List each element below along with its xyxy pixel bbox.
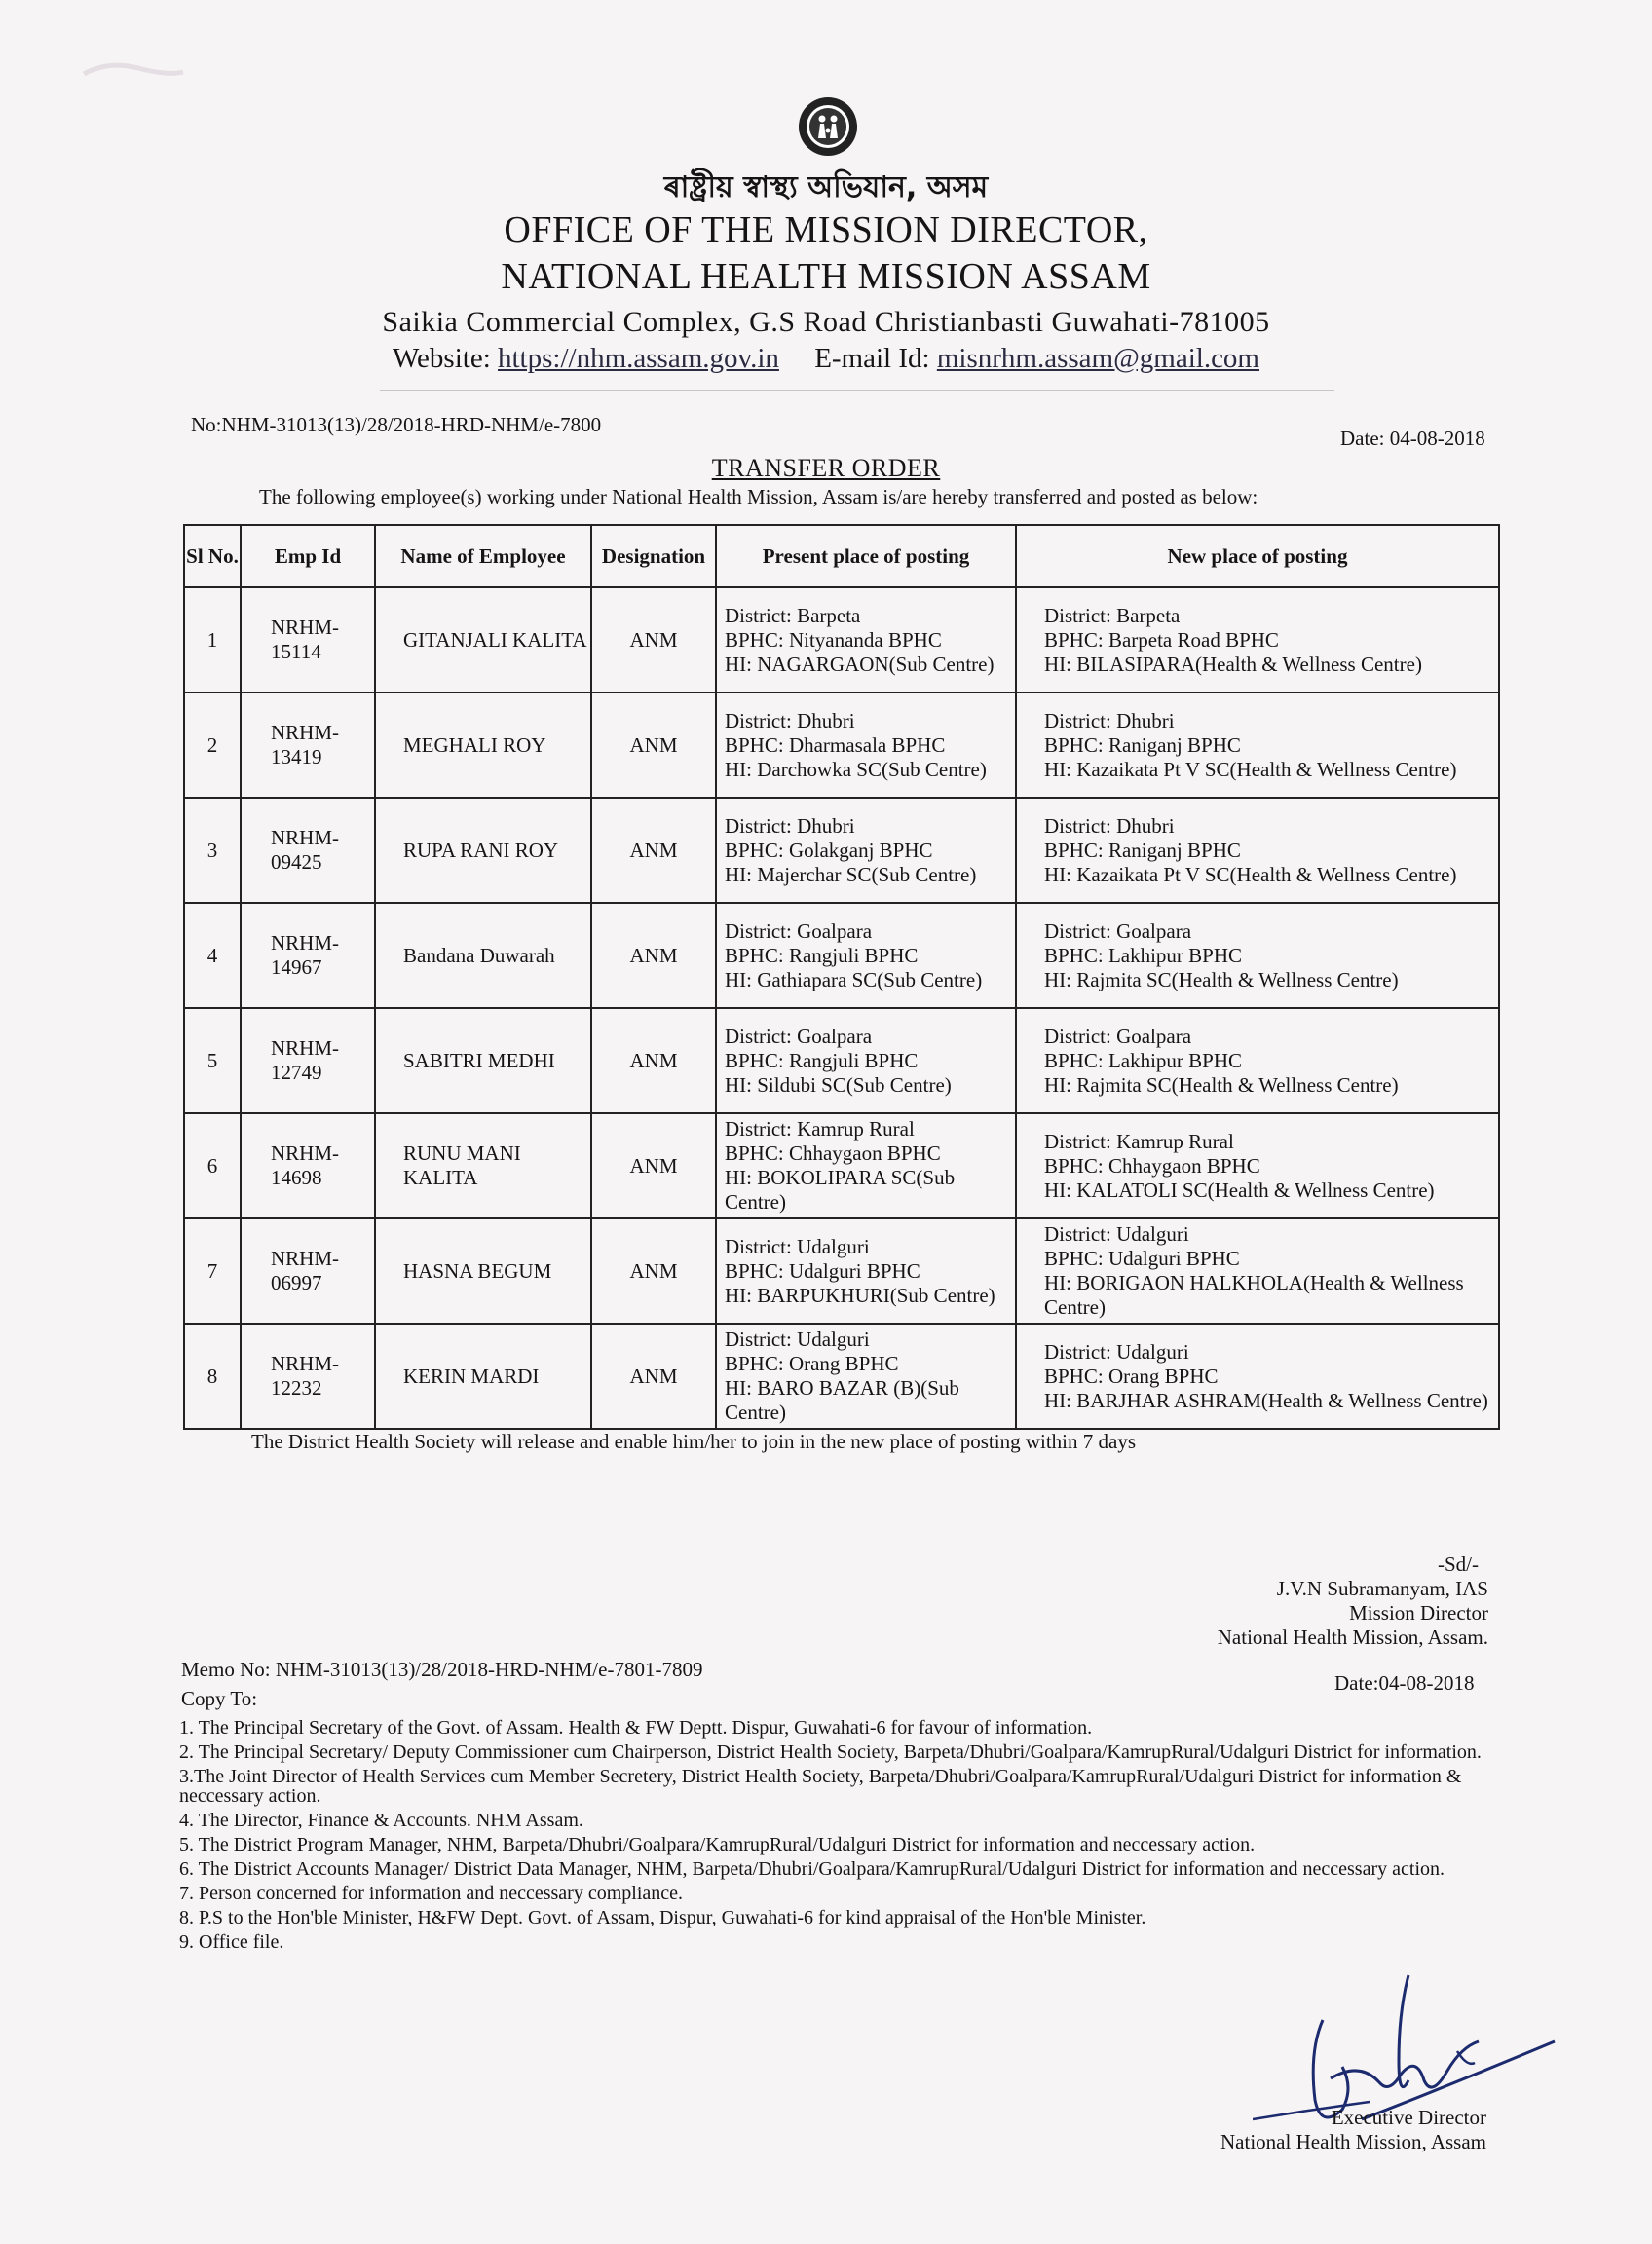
posting-line: HI: Sildubi SC(Sub Centre) bbox=[725, 1072, 952, 1097]
cell-emp-id: NRHM-09425 bbox=[241, 798, 375, 903]
cell-present-posting bbox=[716, 903, 1016, 1008]
posting-line: BPHC: Rangjuli BPHC bbox=[725, 943, 919, 967]
cell-designation: ANM bbox=[591, 903, 716, 1008]
table-header-row bbox=[184, 525, 1499, 587]
col-header-name: Name of Employee bbox=[375, 525, 591, 587]
cell-emp-id: NRHM-15114 bbox=[241, 587, 375, 692]
posting-line: District: Udalguri bbox=[1044, 1339, 1189, 1364]
office-address: Saikia Commercial Complex, G.S Road Christianbasti Guwahati-781005 bbox=[382, 306, 1270, 338]
cell-name: HASNA BEGUM bbox=[375, 1218, 591, 1324]
posting-line: HI: Rajmita SC(Health & Wellness Centre) bbox=[1044, 1072, 1399, 1097]
posting-line: HI: KALATOLI SC(Health & Wellness Centre) bbox=[1044, 1178, 1435, 1202]
cell-name: GITANJALI KALITA bbox=[375, 587, 591, 692]
transfer-table bbox=[183, 524, 1500, 1430]
cell-designation: ANM bbox=[591, 1324, 716, 1429]
cell-emp-id: NRHM-14698 bbox=[241, 1113, 375, 1218]
memo-date: Date:04-08-2018 bbox=[1334, 1671, 1475, 1695]
posting-line: District: Dhubri bbox=[1044, 813, 1175, 838]
posting-line: HI: BORIGAON HALKHOLA(Health & Wellness Centre) bbox=[1044, 1271, 1464, 1319]
cell-name: RUPA RANI ROY bbox=[375, 798, 591, 903]
cell-sl: 2 bbox=[184, 692, 241, 798]
copy-to-item: 7. Person concerned for information and neccessary compliance. bbox=[179, 1883, 684, 1904]
cell-new-posting bbox=[1016, 692, 1499, 798]
cell-present-posting bbox=[716, 1113, 1016, 1218]
cell-emp-id: NRHM-13419 bbox=[241, 692, 375, 798]
cell-name: KERIN MARDI bbox=[375, 1324, 591, 1429]
scan-smudge bbox=[80, 55, 187, 86]
signed-mark: -Sd/- bbox=[1438, 1552, 1479, 1576]
table-row bbox=[184, 798, 1499, 903]
posting-line: District: Kamrup Rural bbox=[725, 1117, 915, 1141]
posting-line: HI: NAGARGAON(Sub Centre) bbox=[725, 652, 995, 676]
cell-new-posting bbox=[1016, 1008, 1499, 1113]
posting-line: HI: BARO BAZAR (B)(Sub Centre) bbox=[725, 1376, 959, 1424]
table-row bbox=[184, 903, 1499, 1008]
office-title: OFFICE OF THE MISSION DIRECTOR, bbox=[504, 209, 1148, 250]
signatory-org: National Health Mission, Assam. bbox=[1217, 1626, 1488, 1649]
posting-line: BPHC: Lakhipur BPHC bbox=[1044, 943, 1243, 967]
cell-designation: ANM bbox=[591, 1113, 716, 1218]
posting-line: District: Goalpara bbox=[725, 1024, 873, 1048]
cell-present-posting bbox=[716, 798, 1016, 903]
col-header-emp-id: Emp Id bbox=[241, 525, 375, 587]
cell-sl: 4 bbox=[184, 903, 241, 1008]
order-date: Date: 04-08-2018 bbox=[1340, 427, 1485, 450]
table-row bbox=[184, 1218, 1499, 1324]
posting-line: District: Dhubri bbox=[725, 813, 855, 838]
cell-new-posting bbox=[1016, 798, 1499, 903]
table-row bbox=[184, 692, 1499, 798]
posting-line: BPHC: Dharmasala BPHC bbox=[725, 732, 946, 757]
posting-line: HI: BOKOLIPARA SC(Sub Centre) bbox=[725, 1166, 956, 1214]
cell-present-posting bbox=[716, 587, 1016, 692]
posting-line: BPHC: Orang BPHC bbox=[725, 1352, 899, 1375]
signatory-block bbox=[1218, 1552, 1488, 1650]
copy-to-item: 4. The Director, Finance & Accounts. NHM Assam. bbox=[179, 1810, 583, 1831]
release-note: The District Health Society will release and enable him/her to join in the new place of posting within 7 days bbox=[251, 1430, 1137, 1453]
posting-line: HI: Kazaikata Pt V SC(Health & Wellness Centre) bbox=[1044, 862, 1457, 886]
posting-line: HI: BARPUKHURI(Sub Centre) bbox=[725, 1283, 995, 1307]
cell-designation: ANM bbox=[591, 1008, 716, 1113]
col-header-new-posting: New place of posting bbox=[1016, 525, 1499, 587]
email-label: E-mail Id: bbox=[814, 343, 930, 374]
cell-emp-id: NRHM-14967 bbox=[241, 903, 375, 1008]
cell-name: RUNU MANI KALITA bbox=[375, 1113, 591, 1218]
cell-new-posting bbox=[1016, 1218, 1499, 1324]
cell-name: SABITRI MEDHI bbox=[375, 1008, 591, 1113]
table-row bbox=[184, 1008, 1499, 1113]
copy-to-item: 1. The Principal Secretary of the Govt. of Assam. Health & FW Deptt. Dispur, Guwahati-6 for favour of information. bbox=[179, 1717, 1093, 1739]
cell-emp-id: NRHM-06997 bbox=[241, 1218, 375, 1324]
header-divider bbox=[380, 390, 1334, 391]
posting-line: HI: Gathiapara SC(Sub Centre) bbox=[725, 967, 983, 991]
posting-line: District: Goalpara bbox=[725, 918, 873, 943]
copy-to-item: 6. The District Accounts Manager/ District Data Manager, NHM, Barpeta/Dhubri/Goalpara/KamrupRural/Udalguri District for information and neccessary action. bbox=[179, 1858, 1445, 1880]
table-row bbox=[184, 587, 1499, 692]
posting-line: HI: Majerchar SC(Sub Centre) bbox=[725, 862, 977, 886]
cell-new-posting bbox=[1016, 1113, 1499, 1218]
posting-line: HI: Darchowka SC(Sub Centre) bbox=[725, 757, 987, 781]
posting-line: BPHC: Raniganj BPHC bbox=[1044, 732, 1241, 757]
nhm-emblem-icon bbox=[797, 95, 859, 158]
signatory-name: J.V.N Subramanyam, IAS bbox=[1276, 1577, 1488, 1600]
posting-line: BPHC: Udalguri BPHC bbox=[1044, 1247, 1240, 1270]
cell-sl: 7 bbox=[184, 1218, 241, 1324]
order-intro: The following employee(s) working under National Health Mission, Assam is/are hereby transferred and posted as below: bbox=[259, 485, 1258, 508]
cell-new-posting bbox=[1016, 1324, 1499, 1429]
executive-block bbox=[1220, 2106, 1486, 2154]
col-header-sl: Sl No. bbox=[184, 525, 241, 587]
posting-line: BPHC: Golakganj BPHC bbox=[725, 838, 933, 862]
table-body bbox=[184, 587, 1499, 1429]
posting-line: BPHC: Chhaygaon BPHC bbox=[725, 1141, 941, 1165]
cell-designation: ANM bbox=[591, 798, 716, 903]
col-header-designation: Designation bbox=[591, 525, 716, 587]
posting-line: District: Goalpara bbox=[1044, 1024, 1192, 1048]
website-label: Website: bbox=[393, 343, 491, 374]
copy-to-item: 2. The Principal Secretary/ Deputy Commissioner cum Chairperson, District Health Society, Barpeta/Dhubri/Goalpara/KamrupRural/Udalguri District for information. bbox=[179, 1741, 1482, 1763]
posting-line: District: Udalguri bbox=[1044, 1222, 1189, 1246]
cell-sl: 1 bbox=[184, 587, 241, 692]
posting-line: District: Udalguri bbox=[725, 1234, 870, 1258]
cell-present-posting bbox=[716, 1218, 1016, 1324]
memo-number: Memo No: NHM-31013(13)/28/2018-HRD-NHM/e-7801-7809 bbox=[181, 1658, 703, 1681]
col-header-present-posting: Present place of posting bbox=[716, 525, 1016, 587]
posting-line: BPHC: Chhaygaon BPHC bbox=[1044, 1153, 1260, 1178]
cell-new-posting bbox=[1016, 587, 1499, 692]
contact-line bbox=[0, 343, 1652, 375]
posting-line: BPHC: Nityananda BPHC bbox=[725, 627, 942, 652]
cell-present-posting bbox=[716, 692, 1016, 798]
cell-name: Bandana Duwarah bbox=[375, 903, 591, 1008]
copy-to-item: 3.The Joint Director of Health Services cum Member Secretery, District Health Society, Barpeta/Dhubri/Goalpara/KamrupRural/Udalguri District for information & neccessary action. bbox=[179, 1766, 1462, 1807]
cell-sl: 5 bbox=[184, 1008, 241, 1113]
posting-line: District: Dhubri bbox=[725, 708, 855, 732]
posting-line: District: Dhubri bbox=[1044, 708, 1175, 732]
posting-line: HI: Kazaikata Pt V SC(Health & Wellness Centre) bbox=[1044, 757, 1457, 781]
posting-line: District: Goalpara bbox=[1044, 918, 1192, 943]
reference-number: No:NHM-31013(13)/28/2018-HRD-NHM/e-7800 bbox=[191, 413, 602, 436]
posting-line: BPHC: Lakhipur BPHC bbox=[1044, 1048, 1243, 1072]
copy-to-list bbox=[179, 1718, 1504, 1957]
cell-designation: ANM bbox=[591, 1218, 716, 1324]
copy-to-item: 8. P.S to the Hon'ble Minister, H&FW Dept. Govt. of Assam, Dispur, Guwahati-6 for kind appraisal of the Hon'ble Minister. bbox=[179, 1907, 1146, 1928]
posting-line: BPHC: Orang BPHC bbox=[1044, 1364, 1219, 1388]
cell-name: MEGHALI ROY bbox=[375, 692, 591, 798]
cell-sl: 8 bbox=[184, 1324, 241, 1429]
posting-line: BPHC: Rangjuli BPHC bbox=[725, 1048, 919, 1072]
posting-line: BPHC: Barpeta Road BPHC bbox=[1044, 627, 1279, 652]
posting-line: HI: BARJHAR ASHRAM(Health & Wellness Centre) bbox=[1044, 1388, 1488, 1412]
table-row bbox=[184, 1113, 1499, 1218]
office-subtitle: NATIONAL HEALTH MISSION ASSAM bbox=[501, 256, 1151, 297]
cell-sl: 6 bbox=[184, 1113, 241, 1218]
cell-new-posting bbox=[1016, 903, 1499, 1008]
executive-title: Executive Director bbox=[1331, 2106, 1486, 2129]
cell-present-posting bbox=[716, 1324, 1016, 1429]
posting-line: District: Udalguri bbox=[725, 1328, 870, 1351]
cell-present-posting bbox=[716, 1008, 1016, 1113]
copy-to-label: Copy To: bbox=[181, 1687, 258, 1710]
posting-line: District: Barpeta bbox=[1044, 603, 1181, 627]
posting-line: District: Barpeta bbox=[725, 603, 861, 627]
bengali-title: ৰাষ্ট্ৰীয় স্বাস্থ্য অভিযান, অসম bbox=[663, 170, 989, 205]
cell-emp-id: NRHM-12749 bbox=[241, 1008, 375, 1113]
cell-designation: ANM bbox=[591, 692, 716, 798]
table-row bbox=[184, 1324, 1499, 1429]
executive-org: National Health Mission, Assam bbox=[1220, 2130, 1486, 2153]
website-link[interactable]: https://nhm.assam.gov.in bbox=[498, 343, 779, 374]
copy-to-item: 9. Office file. bbox=[179, 1931, 284, 1953]
email-link[interactable]: misnrhm.assam@gmail.com bbox=[936, 343, 1259, 374]
cell-designation: ANM bbox=[591, 587, 716, 692]
signatory-title: Mission Director bbox=[1349, 1601, 1488, 1625]
cell-sl: 3 bbox=[184, 798, 241, 903]
posting-line: BPHC: Raniganj BPHC bbox=[1044, 838, 1241, 862]
cell-emp-id: NRHM-12232 bbox=[241, 1324, 375, 1429]
posting-line: HI: BILASIPARA(Health & Wellness Centre) bbox=[1044, 652, 1422, 676]
order-title: TRANSFER ORDER bbox=[711, 454, 941, 482]
copy-to-item: 5. The District Program Manager, NHM, Barpeta/Dhubri/Goalpara/KamrupRural/Udalguri District for information and neccessary action. bbox=[179, 1834, 1256, 1855]
posting-line: District: Kamrup Rural bbox=[1044, 1129, 1234, 1153]
posting-line: HI: Rajmita SC(Health & Wellness Centre) bbox=[1044, 967, 1399, 991]
posting-line: BPHC: Udalguri BPHC bbox=[725, 1258, 920, 1283]
